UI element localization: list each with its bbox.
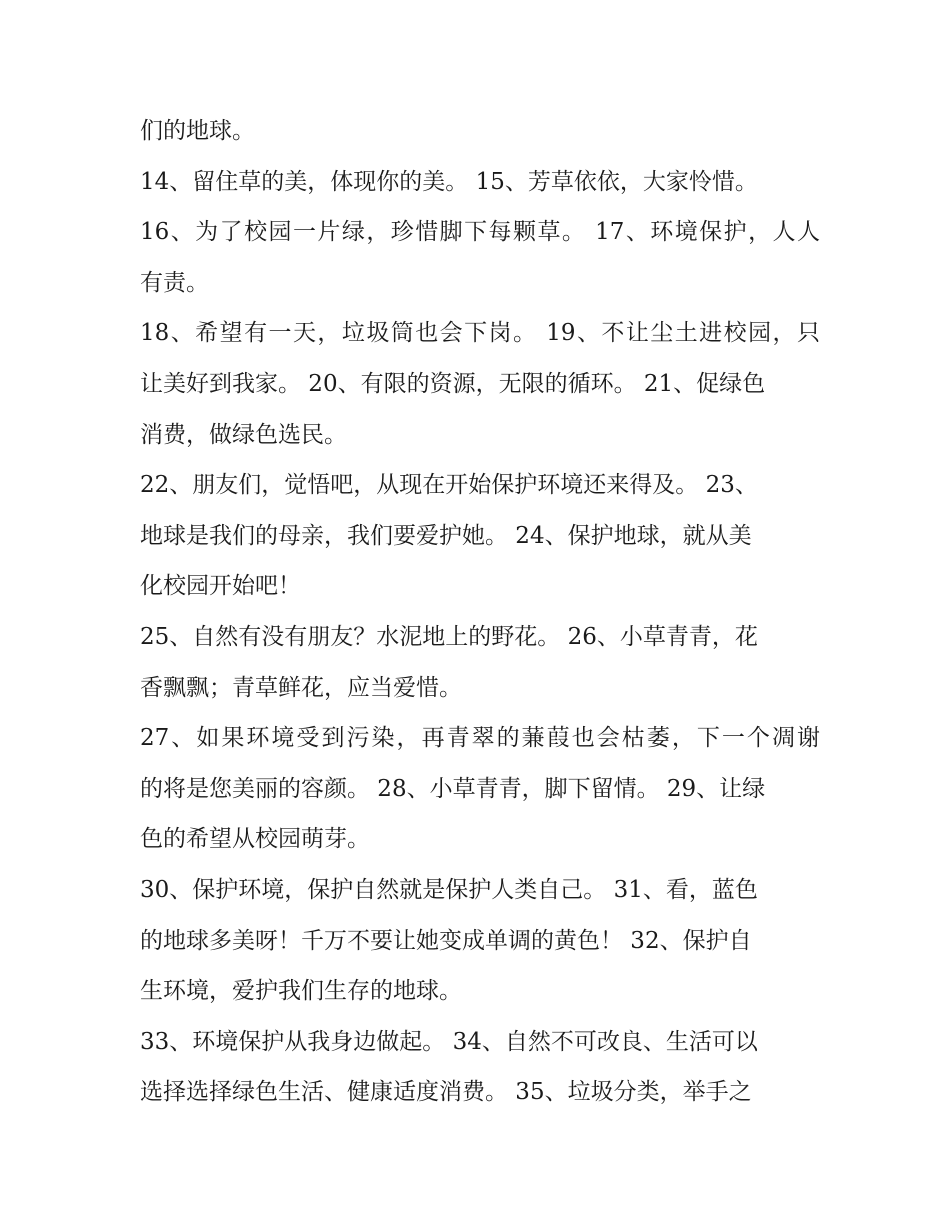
text-line: 消费，做绿色选民。: [140, 421, 347, 448]
body-text: [140, 106, 820, 1118]
text-line: 的将是您美丽的容颜。 28、小草青青，脚下留情。 29、让绿: [140, 775, 766, 802]
text-line: 地球是我们的母亲，我们要爱护她。 24、保护地球，就从美: [140, 522, 752, 549]
text-line: 们的地球。: [140, 118, 255, 144]
text-line: 30、保护环境，保护自然就是保护人类自己。 31、看，蓝色: [140, 876, 758, 903]
text-line: 让美好到我家。 20、有限的资源，无限的循环。 21、促绿色: [140, 370, 766, 397]
text-line: 选择选择绿色生活、健康适度消费。 35、垃圾分类，举手之: [140, 1079, 752, 1106]
text-line: 生环境，爱护我们生存的地球。: [140, 978, 462, 1005]
text-line: 25、自然有没有朋友？水泥地上的野花。 26、小草青青，花: [140, 623, 758, 650]
text-line: 33、环境保护从我身边做起。 34、自然不可改良、生活可以: [140, 1028, 758, 1055]
text-line: 27、如果环境受到污染，再青翠的蒹葭也会枯萎，下一个凋谢: [140, 725, 820, 752]
text-line: 22、朋友们，觉悟吧，从现在开始保护环境还来得及。 23、: [140, 472, 758, 499]
text-line: 化校园开始吧！: [140, 573, 301, 600]
text-line: 14、留住草的美，体现你的美。 15、芳草依依，大家怜惜。: [140, 168, 758, 195]
text-line: 香飘飘；青草鲜花，应当爱惜。: [140, 674, 462, 701]
text-line: 16、为了校园一片绿，珍惜脚下每颗草。 17、环境保护，人人: [140, 219, 820, 246]
text-line: 有责。: [140, 269, 209, 296]
text-line: 色的希望从校园萌芽。: [140, 826, 370, 853]
text-line: 18、希望有一天，垃圾筒也会下岗。 19、不让尘土进校园，只: [140, 320, 820, 347]
text-line: 的地球多美呀！千万不要让她变成单调的黄色！ 32、保护自: [140, 927, 752, 954]
